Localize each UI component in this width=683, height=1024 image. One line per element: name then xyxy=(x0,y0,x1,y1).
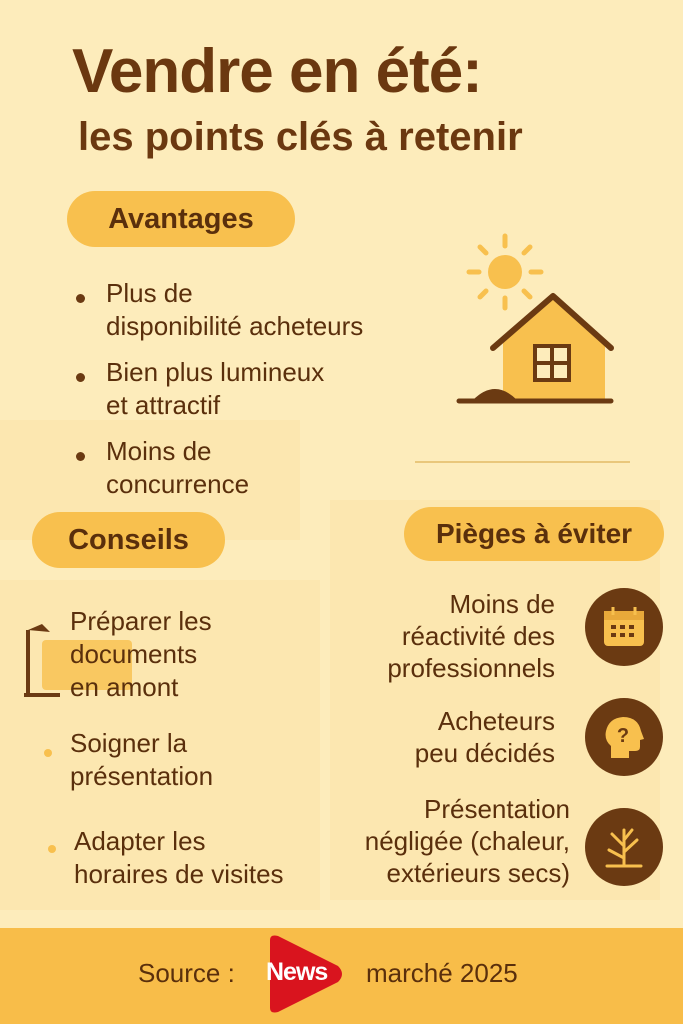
list-item xyxy=(74,825,284,891)
avantages-heading xyxy=(67,191,295,247)
calendar-icon xyxy=(601,605,647,649)
list-item-line: Plus de xyxy=(106,278,193,308)
bullet-icon xyxy=(76,452,85,461)
list-item xyxy=(70,605,212,704)
page-title: Vendre en été: xyxy=(72,37,482,106)
list-item xyxy=(106,435,249,501)
list-item xyxy=(415,705,555,769)
list-item xyxy=(365,793,570,889)
list-item xyxy=(106,277,363,343)
list-item-line: professionnels xyxy=(387,653,555,683)
list-item-line: extérieurs secs) xyxy=(386,858,570,888)
list-item-line: Moins de xyxy=(106,436,212,466)
list-item-line: disponibilité acheteurs xyxy=(106,311,364,341)
list-item-line: réactivité des xyxy=(401,621,555,651)
list-item-line: Préparer les xyxy=(70,606,212,636)
list-item-line: horaires de visites xyxy=(74,859,284,889)
page-subtitle: les points clés à retenir xyxy=(78,115,523,159)
date-label: marché 2025 xyxy=(366,958,518,988)
list-item-line: concurrence xyxy=(106,469,250,499)
source-label: Source : xyxy=(138,958,235,988)
list-item-line: Moins de xyxy=(449,589,555,619)
sun-icon xyxy=(469,236,541,308)
list-item-line: Bien plus lumineux xyxy=(106,357,325,387)
list-item-line: négligée (chaleur, xyxy=(364,826,570,856)
list-item-line: Présentation xyxy=(424,794,570,824)
pieges-heading xyxy=(404,507,664,561)
pieges-heading-label: Pièges à éviter xyxy=(435,518,633,549)
head-question-icon xyxy=(601,714,647,760)
house-icon xyxy=(459,296,611,401)
list-item-line: et attractif xyxy=(106,390,221,420)
sunny-house-icon xyxy=(455,230,620,410)
avantages-heading-label: Avantages xyxy=(108,202,254,235)
list-item-line: en amont xyxy=(70,672,179,702)
news-logo xyxy=(262,932,346,1016)
conseils-heading-label: Conseils xyxy=(68,523,189,556)
svg-text:?: ? xyxy=(616,725,630,747)
news-logo-text: News xyxy=(266,958,328,986)
bullet-icon xyxy=(76,373,85,382)
list-item-line: documents xyxy=(70,639,198,669)
conseils-heading xyxy=(32,512,225,568)
bullet-icon xyxy=(48,845,56,853)
list-item-line: Adapter les xyxy=(74,826,206,856)
list-item-line: Soigner la xyxy=(70,728,188,758)
list-item-line: peu décidés xyxy=(414,738,555,768)
calendar-icon-badge xyxy=(585,588,663,666)
divider xyxy=(415,461,630,463)
list-item-line: Acheteurs xyxy=(437,706,555,736)
bullet-icon xyxy=(44,749,52,757)
list-item-line: présentation xyxy=(70,761,214,791)
dry-plant-icon-badge xyxy=(585,808,663,886)
dry-plant-icon xyxy=(599,822,649,872)
list-item xyxy=(387,588,555,684)
head-question-icon-badge xyxy=(585,698,663,776)
bullet-icon xyxy=(76,294,85,303)
list-item xyxy=(106,356,324,422)
list-item xyxy=(70,727,213,793)
